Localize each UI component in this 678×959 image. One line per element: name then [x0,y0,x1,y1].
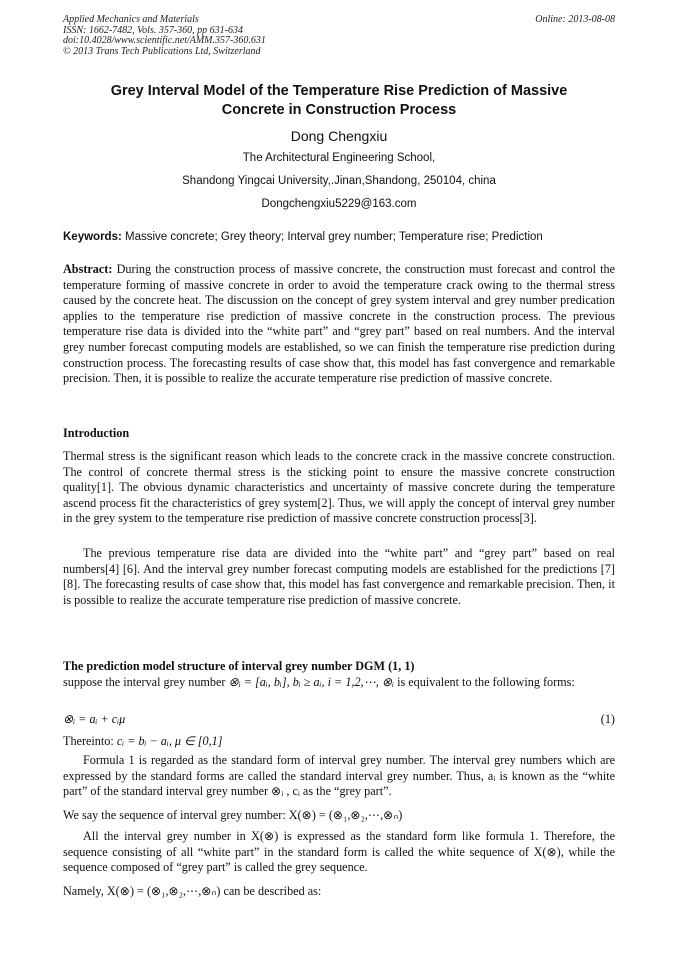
thereinto-math: cᵢ = bᵢ − aᵢ, μ ∈ [0,1] [116,734,223,748]
model-paragraph-2: Formula 1 is regarded as the standard form of interval grey number. The interval grey numbers which are expressed by the standard forms are called the standard interval grey number. Thus, aᵢ is known as the “white part” of the standard interval grey number ⊗ᵢ , cᵢ as the “grey part”. [63,753,615,799]
keywords [63,230,615,244]
interval-definition-math: ⊗ᵢ = [aᵢ, bᵢ], bᵢ ≥ aᵢ, i = 1,2,⋯, ⊗ᵢ [228,675,395,689]
keywords-text: Massive concrete; Grey theory; Interval grey number; Temperature rise; Prediction [125,231,543,243]
online-date: Online: 2013-08-08 [535,14,615,25]
author-name: Dong Chengxiu [290,128,388,144]
keywords-label: Keywords: [63,231,122,243]
abstract-label: Abstract: [63,262,113,276]
model-paragraph-5: Namely, X(⊗) = (⊗₁,⊗₂,⋯,⊗ₙ) can be described as: [63,884,322,898]
affiliation-line-2: Shandong Yingcai University,.Jinan,Shandong, 250104, china [182,175,496,187]
model-paragraph-4: All the interval grey number in X(⊗) is expressed as the standard form like formula 1. Therefore, the sequence consisting of all “white part” in the standard form is called the white sequence of X(⊗), while the sequence composed of “grey part” is called the grey sequence. [63,829,615,875]
paper-title [63,82,615,120]
thereinto-line [63,734,615,750]
abstract [63,262,615,387]
doi-line: doi:10.4028/www.scientific.net/AMM.357-360.631 [63,35,266,46]
introduction-heading: Introduction [63,426,130,440]
abstract-text: During the construction process of massive concrete, the construction must forecast and control the temperature forming of massive concrete in order to avoid the temperature crack owing to the thermal stress caused by the concrete heat. The discussion on the concept of grey system interval and grey number predication applies to the temperature rise prediction of massive concrete in the construction process. The previous temperature rise data is divided into the “white part” and “grey part” based on real numbers. And the interval grey number forecast computing models are established, so we can finish the temperature rise prediction during construction process. The forecasting results of case show that, this model has fast convergence and remarkable precision. Then, it is possible to realize the accurate temperature rise prediction of massive concrete. [63,262,616,386]
author-email[interactable]: Dongchengxiu5229@163.com [261,198,417,210]
affiliation-line-1: The Architectural Engineering School, [242,152,436,164]
journal-name: Applied Mechanics and Materials [63,14,199,25]
model-heading: The prediction model structure of interval grey number DGM (1, 1) [63,659,415,673]
model-p1-start: suppose the interval grey number [63,675,226,689]
title-line-1: Grey Interval Model of the Temperature Rise Prediction of Massive [110,83,568,99]
intro-paragraph-2: The previous temperature rise data are divided into the “white part” and “grey part” based on real numbers[4] [6]. And the interval grey number forecast computing models are established for the predictions [7] [8]. The forecasting results of case show that, this model has fast convergence and remarkable precision. Then, it is possible to realize the accurate temperature rise prediction of massive concrete. [63,546,615,607]
intro-paragraph-1: Thermal stress is the significant reason which leads to the concrete crack in the massive concrete construction. The control of concrete thermal stress is the sticking point to ensure the massive concrete construction quality[1]. The obvious dynamic characteristics and uncertainty of massive concrete during the temperature ascend process fit the characteristics of grey system[2]. Thus, we will apply the concept of interval grey number in the grey system to the temperature rise prediction of massive concrete construction process[3]. [63,449,615,526]
title-line-2: Concrete in Construction Process [221,102,457,118]
equation-1-expression: ⊗ᵢ = aᵢ + cᵢμ [63,712,126,726]
model-paragraph-1 [63,675,615,691]
equation-1 [63,712,615,728]
equation-1-number: (1) [600,712,615,726]
model-paragraph-3: We say the sequence of interval grey number: X(⊗) = (⊗₁,⊗₂,⋯,⊗ₙ) [63,808,403,822]
model-p1-end: is equivalent to the following forms: [397,675,575,689]
journal-header [63,15,266,57]
issn-line: ISSN: 1662-7482, Vols. 357-360, pp 631-634 [63,24,243,36]
thereinto-label: Thereinto: [63,734,114,748]
copyright-line: © 2013 Trans Tech Publications Ltd, Switzerland [63,45,261,57]
